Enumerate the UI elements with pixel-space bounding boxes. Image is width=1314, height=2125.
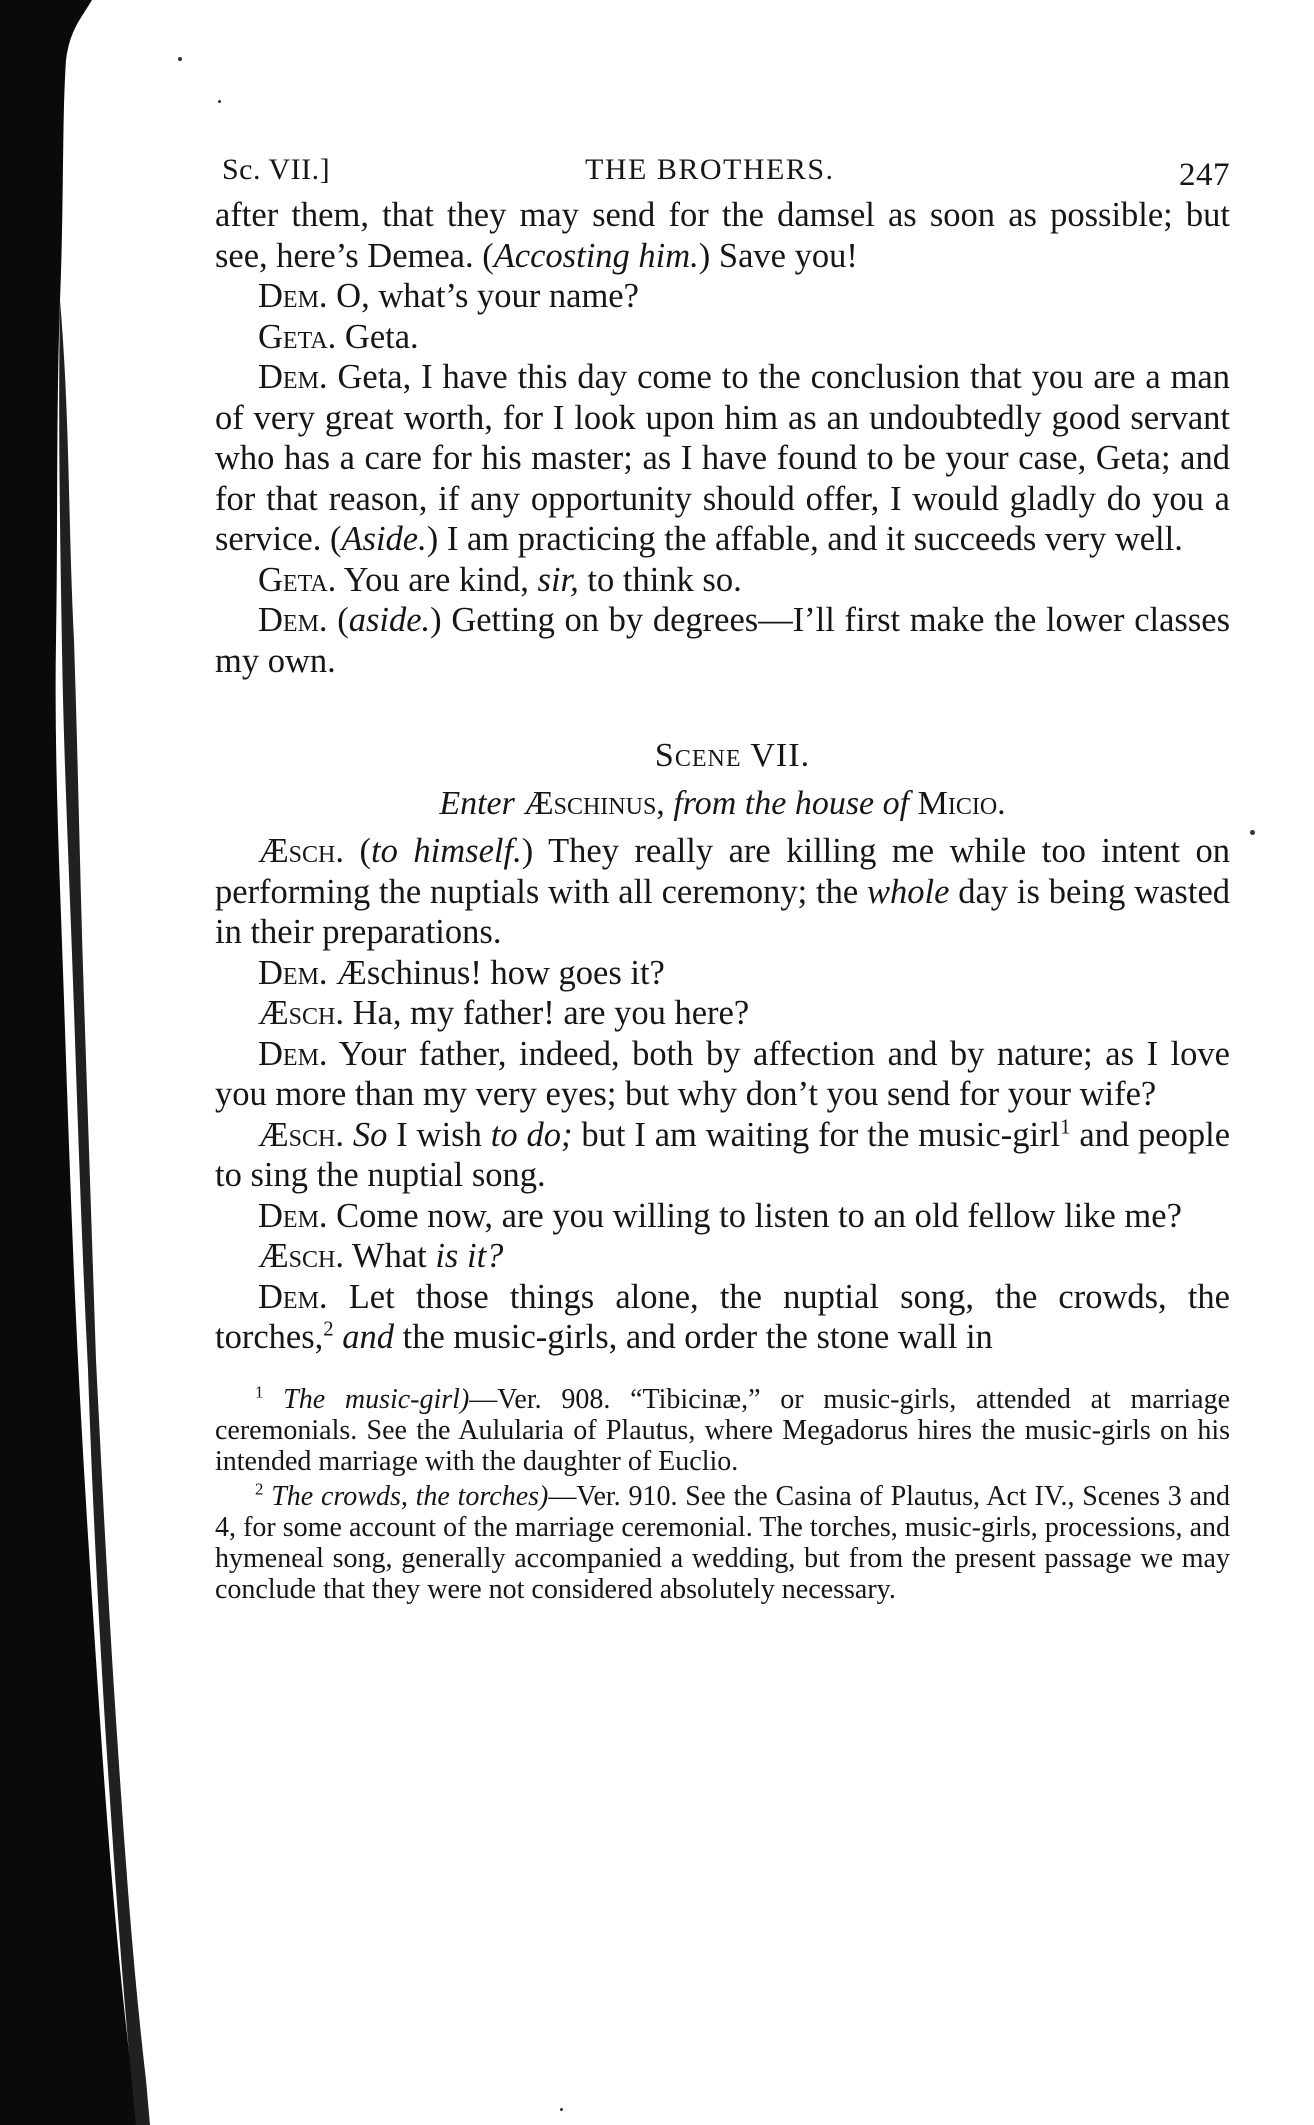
dialogue-line: Dem. (aside.) Getting on by degrees—I’ll first make the lower classes my own.: [215, 601, 1230, 680]
paragraph: after them, that they may send for the damsel as soon as possible; but see, here’s Demea. (Accosting him.) Save you!: [215, 196, 1230, 275]
dialogue-line: Dem. Æschinus! how goes it?: [258, 953, 665, 992]
dialogue-line: Geta. Geta.: [258, 317, 419, 356]
scan-speck: [178, 57, 182, 61]
speaker: Dem.: [258, 953, 328, 992]
speaker: Dem.: [258, 601, 328, 639]
dialogue-line: Geta. You are kind, sir, to think so.: [258, 560, 742, 599]
speaker: Dem.: [258, 1196, 328, 1235]
binding-edge: [0, 0, 175, 2125]
stage-direction: Enter Æschinus, from the house of Micio.: [439, 785, 1006, 822]
speaker: Æsch.: [258, 994, 344, 1032]
footnote-mark: 1: [255, 1382, 264, 1402]
dialogue-line: Æsch. Ha, my father! are you here?: [258, 994, 750, 1032]
speaker: Æsch.: [258, 1115, 344, 1154]
dialogue-line: Æsch. So I wish to do; but I am waiting for the music-girl$^1$ and people to sing the nuptial song.: [215, 1115, 1231, 1194]
scan-speck: [1250, 830, 1255, 835]
speaker: Geta.: [258, 560, 337, 599]
page-number: 247: [1179, 157, 1230, 193]
footnotes: [215, 1384, 1230, 1605]
speaker: Dem.: [258, 358, 328, 396]
scene-heading: Scene VII.: [654, 737, 811, 774]
speaker: Dem.: [258, 277, 328, 315]
speaker: Æsch.: [258, 1237, 344, 1275]
footnote-mark: 2: [255, 1479, 264, 1499]
dialogue-line: Dem. O, what’s your name?: [258, 277, 639, 315]
footnote: $^1$ The music-girl)—Ver. 908. “Tibicinæ,” or music-girls, attended at marriage ceremonials. See the Aulularia of Plautus, where Megadorus hires the music-girls on his intended marriage with the daughter of Euclio.: [215, 1382, 1231, 1477]
footnote-ref: 2: [323, 1318, 334, 1341]
scene-vii-dialogue: [215, 831, 1230, 1358]
dialogue-line: Æsch. (to himself.) They really are killing me while too intent on performing the nuptials with all ceremony; the whole day is being wasted in their preparations.: [215, 832, 1231, 951]
dialogue-line: Dem. Your father, indeed, both by affection and by nature; as I love you more than my very eyes; but why don’t you send for your wife?: [215, 1034, 1230, 1113]
speaker: Dem.: [258, 1034, 328, 1073]
dialogue-line: Dem. Come now, are you willing to listen to an old fellow like me?: [258, 1196, 1182, 1235]
running-head: [215, 145, 1230, 195]
dialogue-line: Dem. Geta, I have this day come to the conclusion that you are a man of very great worth, for I look upon him as an undoubtedly good servant who has a care for his master; as I have found to be your case, Geta; and for that reason, if any opportunity should offer, I would gladly do you a service. (Aside.) I am practicing the affable, and it succeeds very well.: [215, 358, 1230, 558]
dialogue-line: Æsch. What is it?: [258, 1237, 504, 1275]
scan-speck: [218, 100, 221, 103]
footnote-ref: 1: [1060, 1116, 1071, 1138]
book-page: [215, 145, 1230, 1609]
header-section-ref: Sc. VII.]: [222, 153, 331, 186]
header-title: THE BROTHERS.: [585, 153, 835, 186]
scan-speck: [560, 2108, 563, 2111]
speaker: Geta.: [258, 317, 337, 356]
speaker: Æsch.: [258, 832, 344, 870]
scene-vi-ending: [215, 195, 1230, 681]
speaker: Dem.: [258, 1277, 328, 1316]
dialogue-line: Dem. Let those things alone, the nuptial song, the crowds, the torches,$^2$ and the music-girls, and order the stone wall in: [215, 1277, 1230, 1356]
footnote: $^2$ The crowds, the torches)—Ver. 910. See the Casina of Plautus, Act IV., Scenes 3 and 4, for some account of the marriage ceremonial. The torches, music-girls, processions, and hymeneal song, generally accompanied a wedding, but from the present passage we may conclude that they were not considered absolutely necessary.: [215, 1479, 1230, 1605]
